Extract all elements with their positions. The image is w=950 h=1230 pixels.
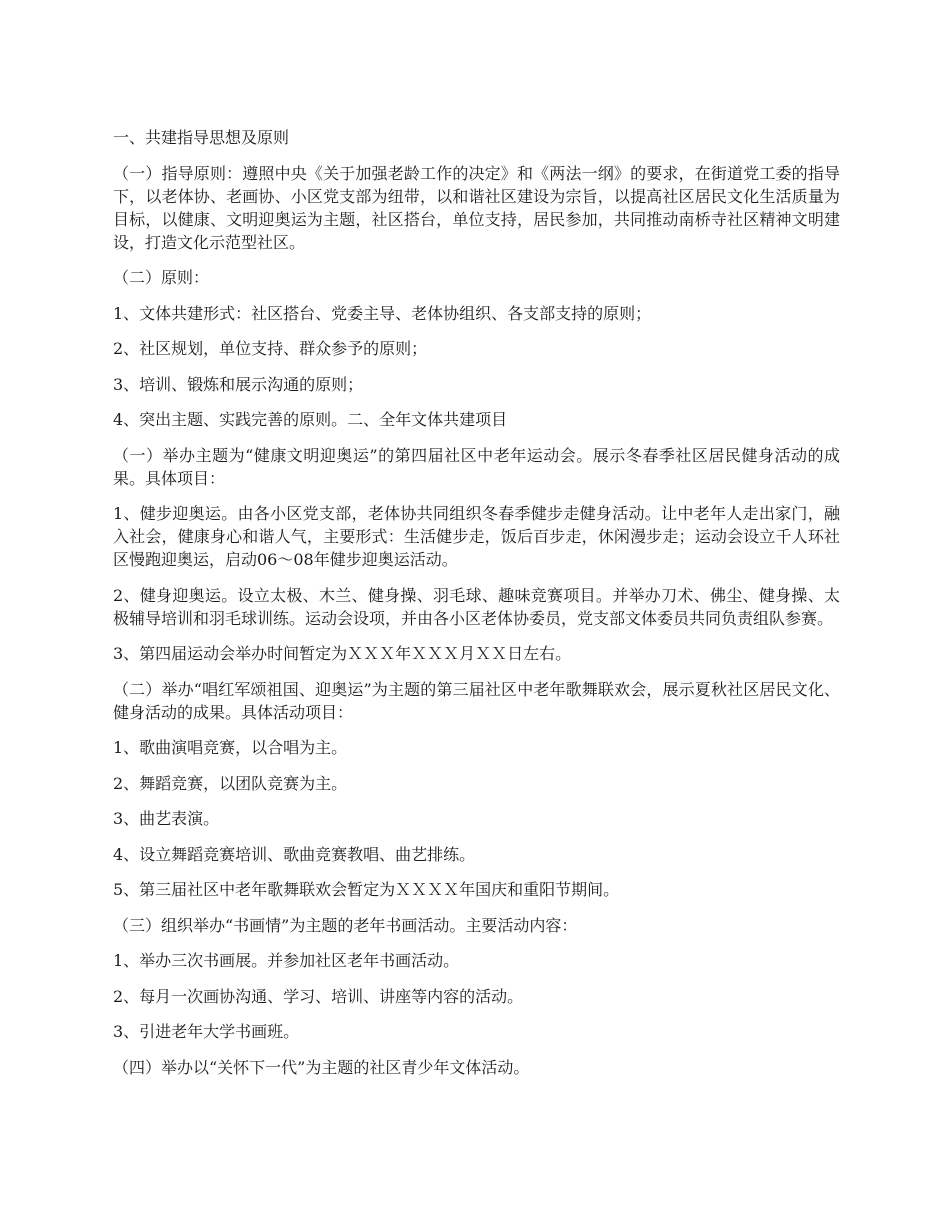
paragraph: （三）组织举办“书画情”为主题的老年书画活动。主要活动内容：	[113, 915, 578, 935]
list-item: 1、举办三次书画展。并参加社区老年书画活动。	[113, 951, 460, 970]
list-item: 3、曲艺表演。	[113, 809, 220, 828]
list-item: 3、引进老年大学书画班。	[113, 1022, 300, 1041]
list-item: 3、培训、锻炼和展示沟通的原则；	[113, 374, 364, 394]
list-item: 2、社区规划，单位支持、群众参予的原则；	[113, 339, 428, 358]
list-item: 4、设立舞蹈竞赛培训、歌曲竞赛教唱、曲艺排练。	[113, 844, 476, 864]
paragraph: （四）举办以“关怀下一代”为主题的社区青少年文体活动。	[113, 1057, 530, 1077]
section-heading: 一、共建指导思想及原则	[113, 128, 290, 147]
list-item: 3、第四届运动会举办时间暂定为ＸＸＸ年ＸＸＸ月ＸＸ日左右。	[113, 644, 572, 663]
list-item: 2、健身迎奥运。设立太极、木兰、健身操、羽毛球、趣味竞赛项目。并举办刀术、佛尘、健身操、太极辅导培训和羽毛球训练。运动会设项，并由各小区老体协委员，党支部文体委员共同负责组队参赛。	[113, 585, 840, 628]
list-item: 2、每月一次画协沟通、学习、培训、讲座等内容的活动。	[113, 986, 524, 1006]
list-item: 1、健步迎奥运。由各小区党支部，老体协共同组织冬春季健步走健身活动。让中老年人走出家门，融入社会，健康身心和谐人气，主要形式：生活健步走，饭后百步走，休闲漫步走；运动会设立千人环社区慢跑迎奥运，启动06～08年健步迎奥运活动。	[113, 504, 840, 569]
list-item: 1、歌曲演唱竞赛，以合唱为主。	[113, 738, 348, 757]
paragraph: （二）原则：	[113, 268, 210, 287]
list-item: 5、第三届社区中老年歌舞联欢会暂定为ＸＸＸＸ年国庆和重阳节期间。	[113, 880, 620, 899]
document-body	[113, 126, 840, 1079]
list-item: 1、文体共建形式：社区搭台、党委主导、老体协组织、各支部支持的原则；	[113, 303, 652, 323]
paragraph: （一）举办主题为“健康文明迎奥运”的第四届社区中老年运动会。展示冬春季社区居民健身活动的成果。具体项目：	[113, 445, 840, 488]
paragraph: （二）举办“唱红军颂祖国、迎奥运”为主题的第三届社区中老年歌舞联欢会，展示夏秋社区居民文化、健身活动的成果。具体活动项目：	[113, 679, 840, 722]
list-item: 2、舞蹈竞赛，以团队竞赛为主。	[113, 773, 348, 793]
paragraph: （一）指导原则：遵照中央《关于加强老龄工作的决定》和《两法一纲》的要求，在街道党工委的指导下，以老体协、老画协、小区党支部为纽带，以和谐社区建设为宗旨，以提高社区居民文化生活质量为目标，以健康、文明迎奥运为主题，社区搭台，单位支持，居民参加，共同推动南桥寺社区精神文明建设，打造文化示范型社区。	[113, 163, 840, 252]
list-item: 4、突出主题、实践完善的原则。二、全年文体共建项目	[113, 410, 508, 429]
